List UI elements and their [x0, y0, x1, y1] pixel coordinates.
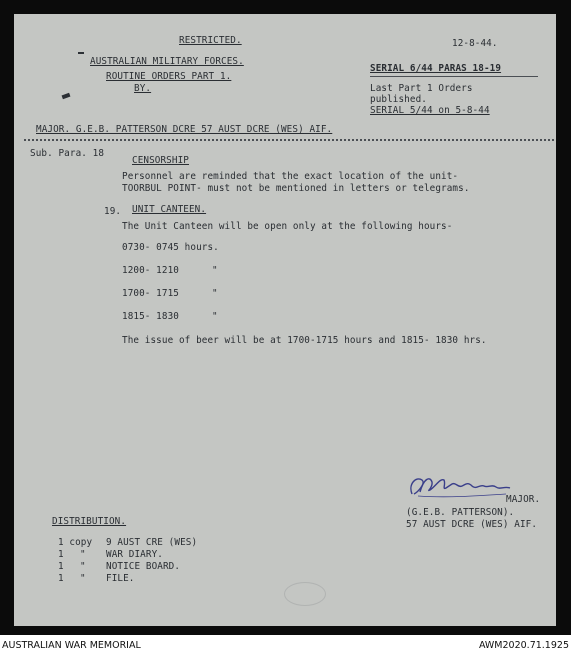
ditto-mark: ": [80, 561, 86, 572]
canteen-hours-time: 1815- 1830: [122, 311, 179, 322]
ditto-mark: ": [212, 265, 218, 276]
signature-name: (G.E.B. PATTERSON).: [406, 507, 515, 518]
organisation-title: AUSTRALIAN MILITARY FORCES.: [90, 56, 244, 67]
classification-heading: RESTRICTED.: [179, 35, 242, 46]
ditto-mark: ": [212, 288, 218, 299]
distribution-recipient: WAR DIARY.: [106, 549, 163, 560]
ditto-mark: ": [212, 311, 218, 322]
distribution-title: DISTRIBUTION.: [52, 516, 127, 527]
serial-number: SERIAL 6/44 PARAS 18-19: [370, 63, 502, 74]
ink-mark: [62, 93, 71, 99]
serial-underline: [370, 76, 538, 77]
para-18-line-1: Personnel are reminded that the exact location of the unit-: [122, 171, 459, 182]
document-page: [14, 14, 556, 626]
distribution-recipient: NOTICE BOARD.: [106, 561, 181, 572]
order-date: 12-8-44.: [452, 38, 498, 49]
distribution-recipient: 9 AUST CRE (WES): [106, 537, 198, 548]
archive-reference: AWM2020.71.1925: [478, 640, 569, 651]
archive-credit: AUSTRALIAN WAR MEMORIAL: [2, 640, 141, 651]
beer-issue-line: The issue of beer will be at 1700-1715 hours and 1815- 1830 hrs.: [122, 335, 487, 346]
sub-para-label: Sub. Para. 18: [30, 148, 105, 159]
last-orders-line-2: published.: [370, 94, 427, 105]
signature-rank: MAJOR.: [506, 494, 541, 505]
signature-unit: 57 AUST DCRE (WES) AIF.: [406, 519, 538, 530]
distribution-qty: 1 copy: [58, 537, 93, 548]
dotted-separator: [24, 139, 554, 141]
last-orders-line-1: Last Part 1 Orders: [370, 83, 473, 94]
para-19-title: UNIT CANTEEN.: [132, 204, 207, 215]
distribution-qty: 1: [58, 573, 64, 584]
canteen-hours-time: 0730- 0745 hours.: [122, 242, 219, 253]
routine-orders-title: ROUTINE ORDERS PART 1.: [106, 71, 232, 82]
distribution-qty: 1: [58, 549, 64, 560]
distribution-qty: 1: [58, 561, 64, 572]
para-19-intro: The Unit Canteen will be open only at the following hours-: [122, 221, 453, 232]
ditto-mark: ": [80, 549, 86, 560]
last-orders-serial: SERIAL 5/44 on 5-8-44: [370, 105, 490, 116]
ditto-mark: ": [80, 573, 86, 584]
commander-line: MAJOR. G.E.B. PATTERSON DCRE 57 AUST DCRE (WES) AIF.: [36, 124, 333, 135]
ink-mark: [78, 52, 84, 54]
faint-stamp-mark: [284, 582, 326, 606]
by-line: BY.: [134, 83, 152, 94]
canteen-hours-time: 1200- 1210: [122, 265, 179, 276]
para-18-line-2: TOORBUL POINT- must not be mentioned in letters or telegrams.: [122, 183, 470, 194]
canteen-hours-time: 1700- 1715: [122, 288, 179, 299]
distribution-recipient: FILE.: [106, 573, 135, 584]
handwritten-signature: [406, 472, 516, 502]
para-18-title: CENSORSHIP: [132, 155, 189, 166]
para-19-number: 19.: [104, 206, 122, 217]
